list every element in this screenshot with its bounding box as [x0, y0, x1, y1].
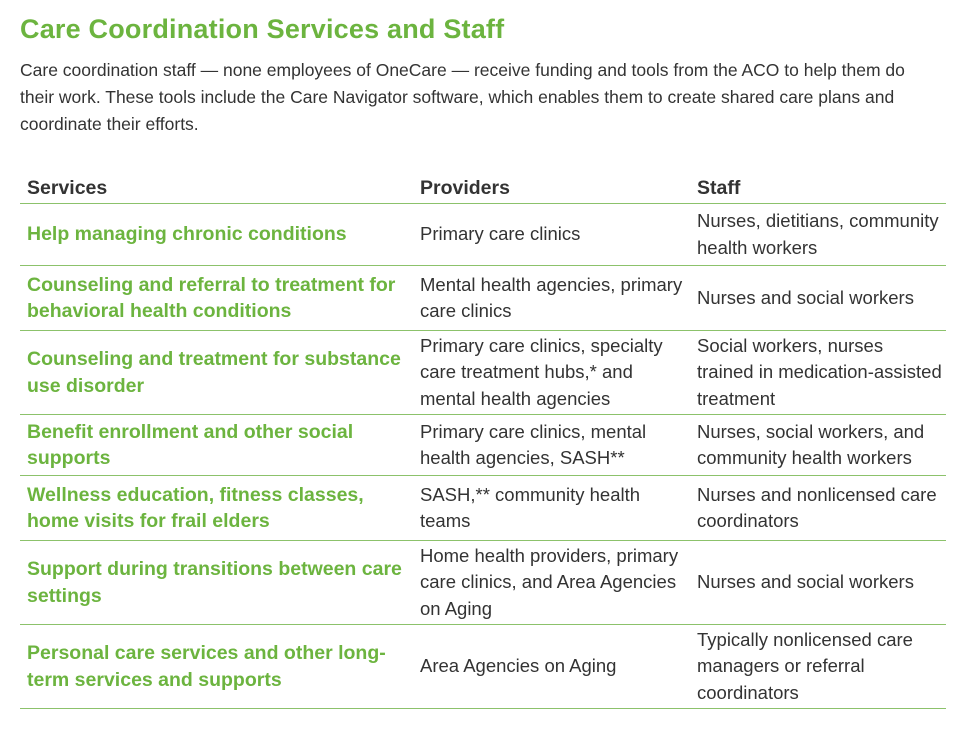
providers-cell: Primary care clinics [413, 204, 690, 266]
staff-cell: Nurses and nonlicensed care coordinators [690, 476, 946, 541]
staff-cell: Typically nonlicensed care managers or referral coordinators [690, 625, 946, 709]
header-staff: Staff [690, 171, 946, 204]
table-row [20, 204, 946, 266]
staff-cell: Nurses, social workers, and community health workers [690, 415, 946, 476]
staff-cell: Social workers, nurses trained in medication-assisted treatment [690, 331, 946, 415]
header-providers: Providers [413, 171, 690, 204]
providers-cell: Home health providers, primary care clinics, and Area Agencies on Aging [413, 541, 690, 625]
service-cell: Benefit enrollment and other social supports [20, 415, 413, 476]
service-cell: Help managing chronic conditions [20, 204, 413, 266]
service-cell: Wellness education, fitness classes, home visits for frail elders [20, 476, 413, 541]
table-row [20, 625, 946, 709]
service-cell: Personal care services and other long-term services and supports [20, 625, 413, 709]
table-row [20, 415, 946, 476]
staff-cell: Nurses, dietitians, community health workers [690, 204, 946, 266]
service-cell: Counseling and treatment for substance use disorder [20, 331, 413, 415]
providers-cell: Area Agencies on Aging [413, 625, 690, 709]
table-header-row [20, 171, 946, 204]
providers-cell: Mental health agencies, primary care clinics [413, 266, 690, 331]
staff-cell: Nurses and social workers [690, 266, 946, 331]
table-row [20, 476, 946, 541]
table-row [20, 266, 946, 331]
providers-cell: Primary care clinics, specialty care treatment hubs,* and mental health agencies [413, 331, 690, 415]
providers-cell: SASH,** community health teams [413, 476, 690, 541]
table-row [20, 541, 946, 625]
intro-paragraph: Care coordination staff — none employees of OneCare — receive funding and tools from the ACO to help them do their work. These tools include the Care Navigator software, which enables them to create shared care plans and coordinate their efforts. [20, 60, 905, 134]
services-table [20, 171, 946, 709]
service-cell: Counseling and referral to treatment for behavioral health conditions [20, 266, 413, 331]
table-row [20, 331, 946, 415]
providers-cell: Primary care clinics, mental health agencies, SASH** [413, 415, 690, 476]
page-title: Care Coordination Services and Staff [20, 14, 505, 44]
service-cell: Support during transitions between care settings [20, 541, 413, 625]
staff-cell: Nurses and social workers [690, 541, 946, 625]
header-services: Services [20, 171, 413, 204]
